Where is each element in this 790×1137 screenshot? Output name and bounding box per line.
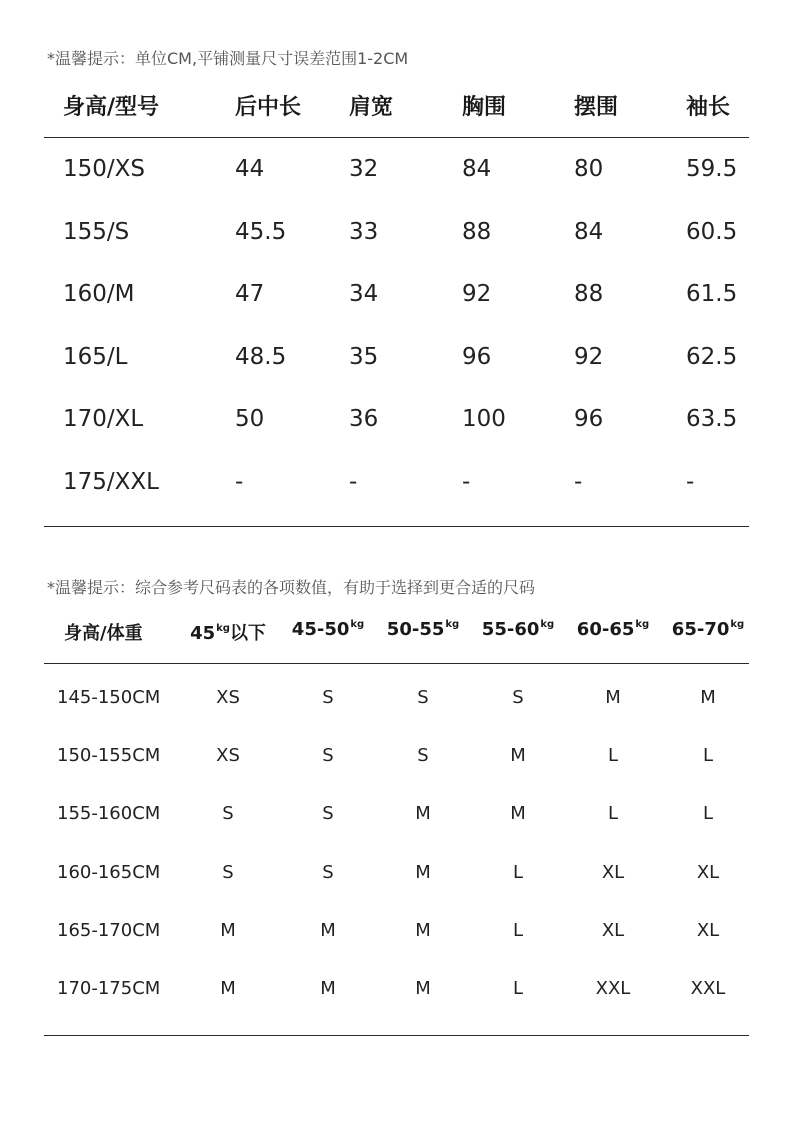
size-chart-note: *温馨提示：单位CM,平铺测量尺寸误差范围1-2CM xyxy=(47,49,409,68)
size-chart-cell: 80 xyxy=(574,156,604,182)
size-chart-header-cell: 肩宽 xyxy=(349,95,394,120)
recommend-chart-cell: XL xyxy=(696,862,720,883)
recommend-chart-cell: M xyxy=(320,920,336,941)
recommend-chart-cell: XL xyxy=(601,862,625,883)
size-chart-cell: 60.5 xyxy=(686,219,738,245)
size-chart-cell: 47 xyxy=(235,281,265,307)
recommend-chart-cell: S xyxy=(417,687,429,708)
recommend-chart-header-cell xyxy=(672,619,744,640)
header-weight-label: 身高/体重 xyxy=(64,623,143,644)
header-weight-label: 55-60 xyxy=(481,619,540,640)
recommend-chart-cell: 160-165CM xyxy=(57,862,161,883)
size-chart-cell: - xyxy=(574,469,583,495)
recommend-chart-cell: 155-160CM xyxy=(57,803,161,824)
size-chart-cell: 44 xyxy=(235,156,265,182)
size-chart-cell: 150/XS xyxy=(63,156,146,182)
size-chart-cell: 61.5 xyxy=(686,281,738,307)
recommend-chart-cell: M xyxy=(700,687,716,708)
header-unit-sup: kg xyxy=(350,619,365,630)
size-chart-header-cell: 身高/型号 xyxy=(63,95,160,120)
recommend-chart-header-cell xyxy=(577,619,649,640)
recommend-chart-cell: S xyxy=(222,803,234,824)
size-chart-cell: 155/S xyxy=(63,219,130,245)
recommend-chart-cell: L xyxy=(512,862,524,883)
size-chart-cell: 50 xyxy=(235,406,265,432)
header-unit-sup: kg xyxy=(216,623,230,634)
size-chart-cell: 33 xyxy=(349,219,379,245)
recommend-chart-cell: 165-170CM xyxy=(57,920,161,941)
recommend-chart-cell: XL xyxy=(696,920,720,941)
recommend-chart-bottom-divider xyxy=(44,1035,749,1036)
size-chart-header-divider xyxy=(44,137,749,138)
recommend-chart-cell: XXL xyxy=(595,978,631,999)
recommend-chart-cell: XL xyxy=(601,920,625,941)
size-chart-cell: 84 xyxy=(462,156,492,182)
header-unit-sup: kg xyxy=(445,619,460,630)
recommend-chart-cell: 150-155CM xyxy=(57,745,161,766)
recommend-chart-note: *温馨提示：综合参考尺码表的各项数值，有助于选择到更合适的尺码 xyxy=(47,578,536,597)
size-chart-cell: 34 xyxy=(349,281,379,307)
size-chart-cell: 96 xyxy=(462,344,492,370)
header-weight-label: 45-50 xyxy=(291,619,350,640)
size-chart-cell: 170/XL xyxy=(63,406,144,432)
size-chart-cell: 165/L xyxy=(63,344,128,370)
size-chart-cell: - xyxy=(349,469,358,495)
header-weight-label: 65-70 xyxy=(671,619,730,640)
recommend-chart-header-cell xyxy=(190,619,266,645)
recommend-chart-cell: M xyxy=(220,978,236,999)
size-chart-cell: 59.5 xyxy=(686,156,738,182)
recommend-chart-header-divider xyxy=(44,663,749,664)
recommend-chart-header-cell xyxy=(64,619,143,645)
recommend-chart-cell: L xyxy=(607,745,619,766)
recommend-chart-cell: S xyxy=(322,745,334,766)
recommend-chart-header-cell xyxy=(482,619,554,640)
size-chart-cell: 35 xyxy=(349,344,379,370)
recommend-chart-cell: M xyxy=(220,920,236,941)
size-chart-header-cell: 胸围 xyxy=(462,95,507,120)
recommend-chart-cell: M xyxy=(510,745,526,766)
recommend-chart-cell: M xyxy=(320,978,336,999)
header-weight-label: 50-55 xyxy=(386,619,445,640)
size-chart-cell: - xyxy=(462,469,471,495)
size-chart-cell: - xyxy=(235,469,244,495)
recommend-chart-cell: S xyxy=(322,862,334,883)
recommend-chart-cell: M xyxy=(415,978,431,999)
size-chart-cell: 62.5 xyxy=(686,344,738,370)
header-weight-label: 45 xyxy=(190,623,216,644)
recommend-chart-cell: 145-150CM xyxy=(57,687,161,708)
size-chart-bottom-divider xyxy=(44,526,749,527)
size-chart-cell: 45.5 xyxy=(235,219,287,245)
header-unit-sup: kg xyxy=(540,619,555,630)
header-weight-label: 60-65 xyxy=(576,619,635,640)
recommend-chart-cell: M xyxy=(415,862,431,883)
recommend-chart-cell: L xyxy=(512,920,524,941)
size-chart-header-cell: 后中长 xyxy=(235,95,302,120)
recommend-chart-header-cell xyxy=(387,619,459,640)
size-chart-cell: 88 xyxy=(574,281,604,307)
size-chart-cell: 96 xyxy=(574,406,604,432)
size-chart-cell: 48.5 xyxy=(235,344,287,370)
recommend-chart-cell: XXL xyxy=(690,978,726,999)
recommend-chart-cell: M xyxy=(510,803,526,824)
size-chart-cell: 160/M xyxy=(63,281,135,307)
recommend-chart-cell: L xyxy=(512,978,524,999)
size-chart-cell: - xyxy=(686,469,695,495)
size-chart-header-cell: 摆围 xyxy=(574,95,619,120)
recommend-chart-cell: M xyxy=(415,803,431,824)
recommend-chart-cell: XS xyxy=(216,687,240,708)
recommend-chart-cell: S xyxy=(322,687,334,708)
header-unit-sup: kg xyxy=(730,619,745,630)
recommend-chart-cell: S xyxy=(512,687,524,708)
recommend-chart-header-cell xyxy=(292,619,364,640)
size-chart-cell: 92 xyxy=(574,344,604,370)
size-chart-cell: 36 xyxy=(349,406,379,432)
recommend-chart-cell: L xyxy=(702,803,714,824)
recommend-chart-cell: L xyxy=(702,745,714,766)
size-chart-cell: 32 xyxy=(349,156,379,182)
size-chart-cell: 92 xyxy=(462,281,492,307)
size-chart-cell: 175/XXL xyxy=(63,469,159,495)
size-chart-cell: 88 xyxy=(462,219,492,245)
recommend-chart-cell: XS xyxy=(216,745,240,766)
recommend-chart-cell: M xyxy=(605,687,621,708)
recommend-chart-cell: S xyxy=(322,803,334,824)
size-chart-cell: 84 xyxy=(574,219,604,245)
recommend-chart-cell: 170-175CM xyxy=(57,978,161,999)
size-chart-cell: 63.5 xyxy=(686,406,738,432)
header-tail-label: 以下 xyxy=(229,623,266,644)
recommend-chart-cell: S xyxy=(417,745,429,766)
size-chart-header-cell: 袖长 xyxy=(686,95,731,120)
recommend-chart-cell: L xyxy=(607,803,619,824)
recommend-chart-cell: S xyxy=(222,862,234,883)
recommend-chart-cell: M xyxy=(415,920,431,941)
size-chart-cell: 100 xyxy=(462,406,506,432)
header-unit-sup: kg xyxy=(635,619,650,630)
